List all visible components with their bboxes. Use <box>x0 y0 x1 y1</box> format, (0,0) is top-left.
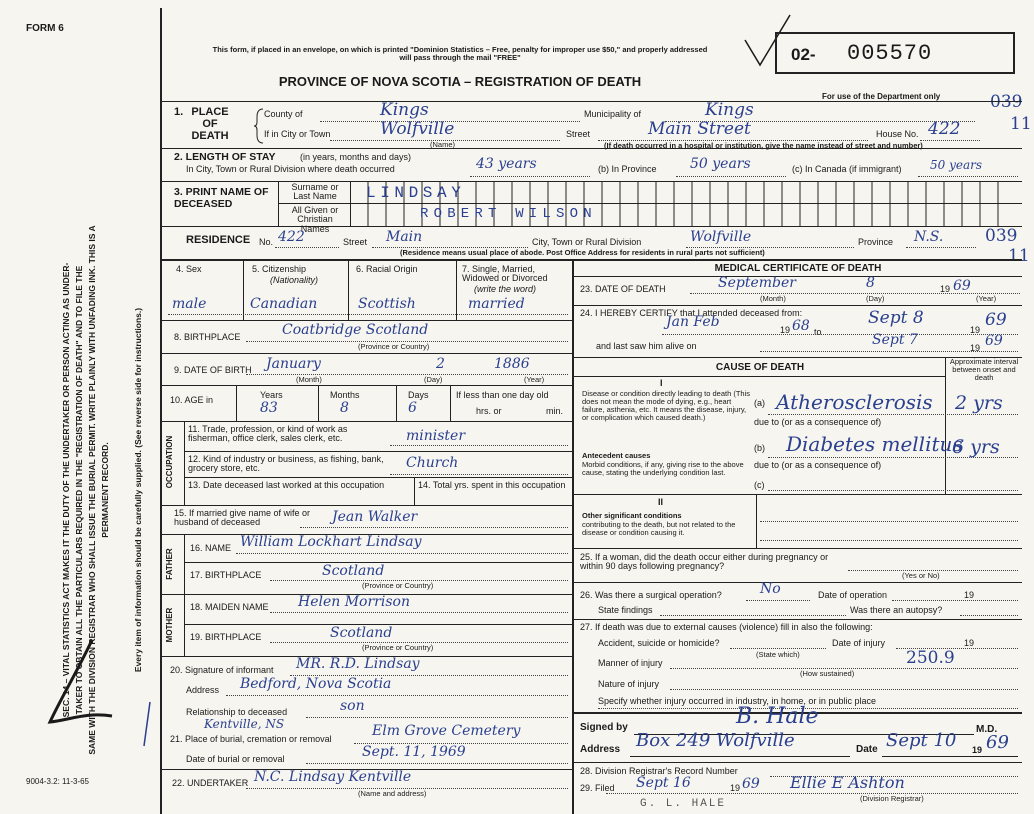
city-label: If in City or Town <box>264 129 331 139</box>
q29-date: Sept 16 <box>636 775 691 791</box>
q26-year-prefix: 19 <box>964 590 975 600</box>
marital-sub: (write the word) <box>474 284 537 294</box>
burial-date-value: Sept. 11, 1969 <box>362 744 466 760</box>
residence-label: RESIDENCE <box>186 234 251 246</box>
q26-value: No <box>760 581 781 597</box>
q28-label: 28. Division Registrar's Record Number <box>580 766 738 776</box>
cause-heading: CAUSE OF DEATH <box>715 362 805 373</box>
last-worked-label: 13. Date deceased last worked at this occupation <box>188 480 385 490</box>
father-name-value: William Lockhart Lindsay <box>240 534 422 550</box>
age-label: 10. AGE in <box>170 395 214 405</box>
mother-side-label: MOTHER <box>165 607 174 643</box>
birthplace-sub: (Province or Country) <box>358 342 430 351</box>
citizenship-value: Canadian <box>250 296 318 312</box>
mother-name-value: Helen Morrison <box>298 594 410 610</box>
due-a: due to (or as a consequence of) <box>754 417 882 427</box>
dod-label: 23. DATE OF DEATH <box>580 284 666 294</box>
informant-value: MR. R.D. Lindsay <box>296 656 420 672</box>
q25-label: 25. If a woman, did the death occur either during pregnancy or within 90 days following pregnancy? <box>580 552 829 572</box>
side-text-3: SAME WITH THE DIVISION REGISTRAR WHO SHALL ISSUE THE BURIAL PERMIT. WRITE PLAINLY WITH UNFADING INK. THIS IS A PERMANENT RECORD. <box>87 225 110 755</box>
mother-bp-value: Scotland <box>330 625 393 641</box>
father-name-label: 16. NAME <box>190 543 232 553</box>
dept-code-1: 039 <box>990 92 1023 112</box>
burial-place-pre: Kentville, NS <box>204 717 285 731</box>
cause-a-interval: 2 yrs <box>955 392 1003 414</box>
dod-day: 8 <box>866 275 875 291</box>
dod-year-prefix: 19 <box>940 284 951 294</box>
signed-year-prefix: 19 <box>972 745 983 755</box>
form-code: 9004-3.2: 11-3-65 <box>26 777 90 786</box>
birthplace-label: 8. BIRTHPLACE <box>174 332 241 342</box>
q27-injury-date-label: Date of injury <box>832 638 886 648</box>
page-title: PROVINCE OF NOVA SCOTIA – REGISTRATION OF DEATH <box>278 74 642 89</box>
father-bp-label: 17. BIRTHPLACE <box>190 570 262 580</box>
dod-year: 69 <box>953 278 971 294</box>
last-seen-year: 69 <box>985 333 1003 349</box>
dob-month-sub: (Month) <box>296 375 322 384</box>
other-label: Other significant conditions <box>582 511 682 520</box>
last-seen-prefix: 19 <box>970 343 981 353</box>
dept-code-2: 11 <box>1010 114 1032 134</box>
stay-canada-label: (c) In Canada (if immigrant) <box>792 164 902 174</box>
surname-label: Surname or Last Name <box>291 182 339 202</box>
residence-street-value: Main <box>386 229 423 245</box>
q27-year-prefix: 19 <box>964 638 975 648</box>
dod-month-sub: (Month) <box>760 294 786 303</box>
last-seen-value: Sept 7 <box>872 332 918 348</box>
side-text-2: TAKER TO OBTAIN ALL THE PARTICULARS REQUIRED IN THE "REGISTRATION OF DEATH" AND TO FILE THE <box>74 265 84 715</box>
certify-from-prefix: 19 <box>780 325 791 335</box>
disease-label: Disease or condition directly leading to death (This does not mean the mode of dying, e.g., heart failure, asthenia, etc. It means the disease, injury, or complication which caused death.) <box>582 389 751 422</box>
residence-no-value: 422 <box>278 229 305 245</box>
certify-to: Sept 8 <box>868 308 924 328</box>
q27-manner-code: 250.9 <box>906 648 955 668</box>
interval-label: Approximate interval between onset and death <box>949 357 1019 382</box>
residence-city-value: Wolfville <box>690 229 752 245</box>
cause-a-label: (a) <box>754 398 765 408</box>
q27-manner-label: Manner of injury <box>598 658 663 668</box>
place-brace <box>254 108 264 144</box>
name-label: 3. PRINT NAME OF DECEASED <box>174 186 269 210</box>
spouse-value: Jean Walker <box>332 509 418 525</box>
signed-md: M.D. <box>976 724 998 735</box>
cause-a-value: Atherosclerosis <box>776 390 933 414</box>
municipality-value: Kings <box>705 100 754 120</box>
racial-label: 6. Racial Origin <box>356 264 418 274</box>
signed-signature: B. Hale <box>736 704 819 729</box>
q29-stamp: G. L. HALE <box>640 798 727 810</box>
house-value: 422 <box>928 119 961 139</box>
street-label: Street <box>566 129 591 139</box>
occupation-side-label: OCCUPATION <box>165 435 174 489</box>
stay-canada-value: 50 years <box>930 158 983 172</box>
dob-year: 1886 <box>494 356 530 372</box>
residence-province-value: N.S. <box>914 229 944 245</box>
dob-label: 9. DATE OF BIRTH <box>174 365 252 375</box>
marital-label: 7. Single, Married, Widowed or Divorced <box>462 264 548 284</box>
last-seen-label: and last saw him alive on <box>596 341 697 351</box>
dob-month: January <box>266 356 321 372</box>
reg-number: 005570 <box>847 41 933 66</box>
undertaker-value: N.C. Lindsay Kentville <box>254 769 412 785</box>
signed-date-label: Date <box>856 744 878 755</box>
county-value: Kings <box>380 100 429 120</box>
reg-number-box <box>775 32 1015 74</box>
stay-city-value: 43 years <box>476 156 537 172</box>
county-label: County of <box>264 109 303 119</box>
father-bp-value: Scotland <box>322 563 385 579</box>
informant-label: 20. Signature of informant <box>170 665 274 675</box>
citizenship-label: 5. Citizenship <box>252 264 307 274</box>
age-min-label: min. <box>546 406 564 416</box>
residence-city-label: City, Town or Rural Division <box>532 237 642 247</box>
due-b: due to (or as a consequence of) <box>754 460 882 470</box>
signed-year: 69 <box>986 732 1009 753</box>
burial-place-value: Elm Grove Cemetery <box>372 723 521 739</box>
dept-code-3: 039 <box>985 226 1018 246</box>
dod-month: September <box>718 275 796 291</box>
given-value: ROBERT WILSON <box>420 206 597 222</box>
stay-label-sub: (in years, months and days) <box>300 152 412 162</box>
age-months-label: Months <box>330 390 360 400</box>
spouse-label: 15. If married give name of wife or husband of deceased <box>174 508 311 528</box>
relationship-label: Relationship to deceased <box>186 707 288 717</box>
cause-b-value: Diabetes mellitus <box>786 432 963 456</box>
signed-date-value: Sept 10 <box>886 730 957 751</box>
side-text-4: Every item of information should be carefully supplied. (See reverse side for instructions.) <box>133 307 143 673</box>
dob-day-sub: (Day) <box>424 375 443 384</box>
hospital-note: (If death occurred in a hospital or institution, give the name instead of street and number) <box>604 141 923 150</box>
margin-tick <box>140 700 154 750</box>
age-hrs-label: hrs. or <box>476 406 502 416</box>
header-notice: This form, if placed in an envelope, on which is printed "Dominion Statistics – Free, penalty for improper use $50," and properly addressed will pass through the mail "FREE" <box>212 45 708 62</box>
birthplace-value: Coatbridge Scotland <box>282 322 429 338</box>
q27-specify-label: Specify whether injury occurred in industry, in home, or in public place <box>598 696 876 706</box>
dob-year-sub: (Year) <box>524 375 545 384</box>
total-years-label: 14. Total yrs. spent in this occupation <box>418 480 566 490</box>
mother-name-label: 18. MAIDEN NAME <box>190 602 269 612</box>
age-days-value: 6 <box>408 400 417 416</box>
trade-label: 11. Trade, profession, or kind of work as fisherman, office clerk, sales clerk, etc. <box>188 424 348 444</box>
age-lt-label: If less than one day old <box>456 390 549 400</box>
surname-value: LINDSAY <box>366 184 466 202</box>
q29-year: 69 <box>742 776 760 792</box>
address-value: Box 249 Wolfville <box>636 730 795 751</box>
municipality-label: Municipality of <box>584 109 642 119</box>
dept-code-4: 11 <box>1008 246 1030 266</box>
certify-to-year: 69 <box>985 310 1007 330</box>
q29-year-prefix: 19 <box>730 783 741 793</box>
q27-accident-label: Accident, suicide or homicide? <box>598 638 720 648</box>
burial-date-label: Date of burial or removal <box>186 754 285 764</box>
q29-label: 29. Filed <box>580 783 615 793</box>
stay-label: 2. LENGTH OF STAY <box>174 151 276 163</box>
residence-street-label: Street <box>343 237 368 247</box>
q29-registrar-sub: (Division Registrar) <box>860 794 924 803</box>
marital-value: married <box>468 296 525 312</box>
mother-bp-sub: (Province or Country) <box>362 643 434 652</box>
certify-from: Jan Feb <box>666 314 720 330</box>
house-label: House No. <box>876 129 919 139</box>
residence-no-label: No. <box>259 237 274 247</box>
q29-registrar: Ellie E Ashton <box>790 773 905 792</box>
industry-value: Church <box>406 455 459 471</box>
age-months-value: 8 <box>340 400 349 416</box>
father-side-label: FATHER <box>165 548 174 580</box>
stay-province-label: (b) In Province <box>598 164 657 174</box>
q26-label: 26. Was there a surgical operation? <box>580 590 722 600</box>
trade-value: minister <box>406 428 466 444</box>
q25-sub: (Yes or No) <box>902 571 940 580</box>
q26-autopsy-label: Was there an autopsy? <box>850 605 943 615</box>
place-label-num: 1. <box>174 106 184 118</box>
undertaker-sub: (Name and address) <box>358 789 427 798</box>
side-text-1: SEC. 14 – VITAL STATISTICS ACT MAKES IT THE DUTY OF THE UNDERTAKER OR PERSON ACTING AS UNDER- <box>61 262 71 718</box>
sex-label: 4. Sex <box>176 264 202 274</box>
roman-1: I <box>660 378 663 388</box>
dod-day-sub: (Day) <box>866 294 885 303</box>
q26-findings-label: State findings <box>598 605 653 615</box>
certify-to-label: to <box>814 327 822 337</box>
place-label: PLACE OF DEATH <box>191 106 229 142</box>
street-value: Main Street <box>648 119 751 139</box>
stay-province-value: 50 years <box>690 156 751 172</box>
dob-day: 2 <box>436 356 445 372</box>
stay-city-label: In City, Town or Rural Division where death occurred <box>186 164 395 174</box>
given-label: All Given or Christian Names <box>291 205 339 234</box>
reg-prefix: 02- <box>791 45 816 64</box>
q27-nature-label: Nature of injury <box>598 679 660 689</box>
sex-value: male <box>172 296 207 312</box>
antecedent-label: Antecedent causes <box>582 451 651 460</box>
residence-province-label: Province <box>858 237 894 247</box>
form-label: FORM 6 <box>26 23 64 34</box>
q27-state-sub: (State which) <box>756 650 800 659</box>
father-bp-sub: (Province or Country) <box>362 581 434 590</box>
mother-bp-label: 19. BIRTHPLACE <box>190 632 262 642</box>
relationship-value: son <box>340 698 365 714</box>
cause-b-label: (b) <box>754 443 765 453</box>
certify-label: 24. I HEREBY CERTIFY that I attended deceased from: <box>580 308 803 318</box>
industry-label: 12. Kind of industry or business, as fishing, bank, grocery store, etc. <box>188 454 384 474</box>
certify-from-year: 68 <box>792 318 810 334</box>
q27-label: 27. If death was due to external causes (violence) fill in also the following: <box>580 622 873 632</box>
q27-how-sub: (How sustained) <box>800 669 855 678</box>
cause-b-interval: 6 yrs <box>952 436 1000 458</box>
other-text: contributing to the death, but not related to the disease or condition causing it. <box>582 520 736 537</box>
antecedent-text: Morbid conditions, if any, giving rise to the above cause, stating the underlying condition last. <box>582 460 744 477</box>
certify-to-prefix: 19 <box>970 325 981 335</box>
age-days-label: Days <box>408 390 429 400</box>
age-years-value: 83 <box>260 400 278 416</box>
informant-address-value: Bedford, Nova Scotia <box>240 676 392 692</box>
cause-c-label: (c) <box>754 480 765 490</box>
burial-label: 21. Place of burial, cremation or removal <box>170 734 332 744</box>
dod-year-sub: (Year) <box>976 294 997 303</box>
age-years-label: Years <box>260 390 283 400</box>
address-label: Address <box>580 744 621 755</box>
citizenship-sub: (Nationality) <box>270 275 319 285</box>
signed-label: Signed by <box>580 722 628 733</box>
informant-address-label: Address <box>186 685 220 695</box>
margin-checkmark-l <box>30 630 120 740</box>
city-name-sub: (Name) <box>430 140 456 149</box>
undertaker-label: 22. UNDERTAKER <box>172 778 249 788</box>
roman-2: II <box>658 497 664 507</box>
medical-heading: MEDICAL CERTIFICATE OF DEATH <box>714 263 882 274</box>
residence-note: (Residence means usual place of abode. Post Office Address for residents in rural parts not sufficient) <box>400 248 765 257</box>
racial-value: Scottish <box>358 296 416 312</box>
dept-use-label: For use of the Department only <box>822 92 941 101</box>
city-value: Wolfville <box>380 119 455 139</box>
q26-date-label: Date of operation <box>818 590 888 600</box>
